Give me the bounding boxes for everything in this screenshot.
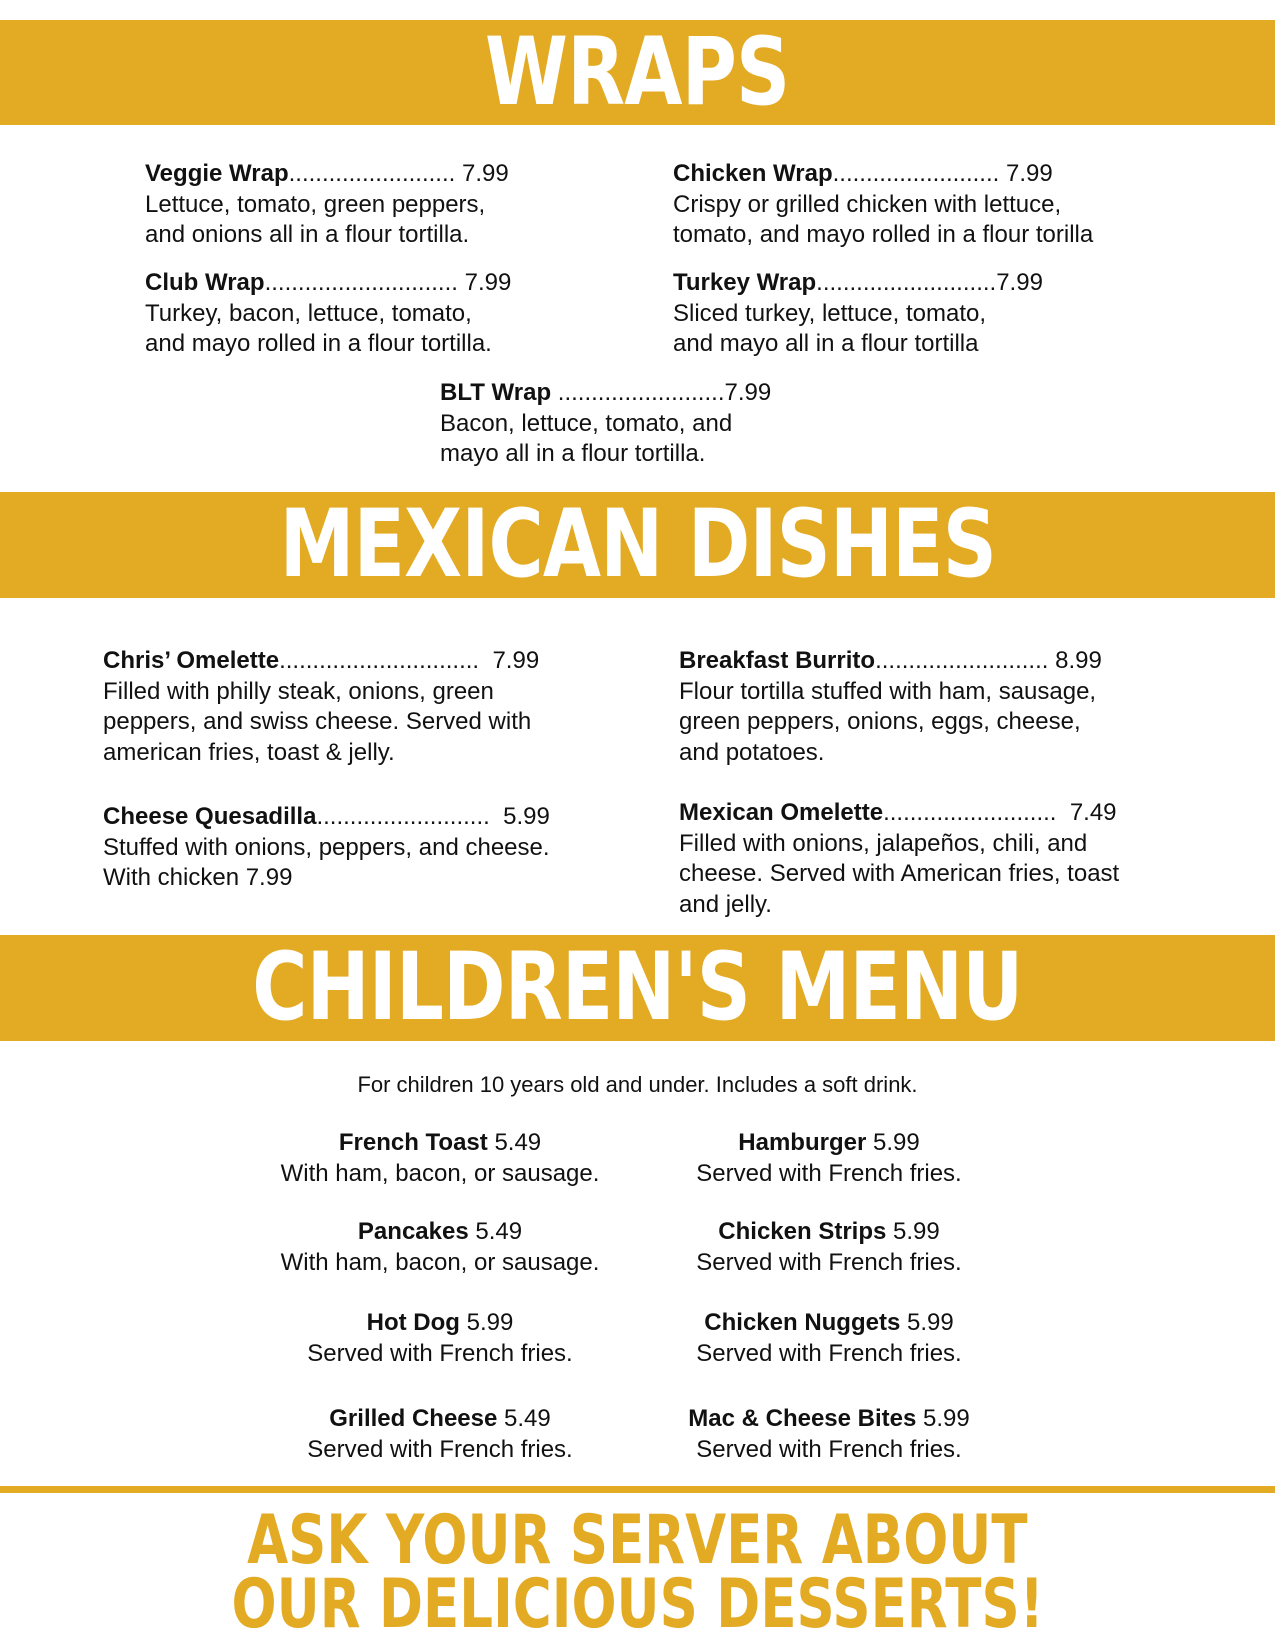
item-price: 5.99 — [906, 1309, 954, 1336]
item-name: Cheese Quesadilla — [103, 803, 317, 830]
menu-item-mexican-omelette — [679, 798, 1119, 920]
kids-item-chicken-nuggets — [629, 1308, 1029, 1369]
item-name: Mac & Cheese Bites — [688, 1405, 917, 1432]
item-description: mayo all in a flour tortilla. — [440, 440, 706, 467]
item-description: Stuffed with onions, peppers, and cheese. — [103, 833, 550, 861]
item-dots: ............................. — [264, 269, 458, 296]
dessert-text: OUR DELICIOUS DESSERTS! — [231, 1565, 1044, 1644]
item-description: and mayo all in a flour tortilla — [673, 330, 979, 357]
item-name: Chicken Nuggets — [704, 1309, 901, 1336]
kids-item-grilled-cheese — [240, 1404, 640, 1465]
item-description: With chicken 7.99 — [103, 864, 293, 891]
item-price: 5.49 — [494, 1129, 542, 1156]
item-description: Flour tortilla stuffed with ham, sausage, — [679, 677, 1097, 705]
item-price: 8.99 — [1055, 647, 1102, 674]
item-description: tomato, and mayo rolled in a flour torilla — [673, 221, 1094, 248]
item-description: green peppers, onions, eggs, cheese, — [679, 708, 1081, 735]
item-dots: .......................... — [316, 803, 490, 830]
kids-item-hamburger — [629, 1128, 1029, 1189]
item-price: 7.99 — [996, 269, 1043, 296]
item-price: 7.99 — [724, 379, 772, 406]
item-name: BLT Wrap — [440, 379, 552, 406]
kids-item-hot-dog — [240, 1308, 640, 1369]
item-price: 5.99 — [923, 1405, 970, 1432]
item-description: Served with French fries. — [696, 1339, 962, 1367]
dessert-line-2 — [0, 1565, 1275, 1644]
item-description: Turkey, bacon, lettuce, tomato, — [145, 299, 472, 327]
item-price: 7.99 — [1005, 160, 1053, 187]
item-description: Crispy or grilled chicken with lettuce, — [673, 190, 1062, 218]
item-price: 7.99 — [464, 269, 512, 296]
item-dots: .......................... — [875, 647, 1049, 674]
item-description: Filled with philly steak, onions, green — [103, 677, 494, 705]
item-description: Lettuce, tomato, green peppers, — [145, 190, 486, 218]
item-price: 5.99 — [503, 803, 550, 830]
item-description: Served with French fries. — [307, 1435, 573, 1463]
item-price: 7.99 — [492, 647, 540, 674]
kids-item-pancakes — [240, 1217, 640, 1278]
item-description: Served with French fries. — [696, 1248, 962, 1276]
kids-item-chicken-strips — [629, 1217, 1029, 1278]
menu-item-breakfast-burrito — [679, 646, 1102, 768]
item-price: 5.99 — [872, 1129, 920, 1156]
item-name: Pancakes — [357, 1218, 469, 1245]
mexican-heading: MEXICAN DISHES — [279, 490, 996, 599]
mexican-header-band — [0, 492, 1275, 598]
item-name: Mexican Omelette — [679, 799, 884, 826]
menu-item-veggie-wrap — [145, 159, 509, 251]
menu-item-cheese-quesadilla — [103, 802, 550, 894]
item-description: Served with French fries. — [696, 1159, 962, 1187]
item-price: 5.49 — [475, 1218, 523, 1245]
menu-item-turkey-wrap — [673, 268, 1043, 360]
item-price: 7.99 — [461, 160, 509, 187]
item-dots: .............................. — [279, 647, 480, 674]
item-description: Bacon, lettuce, tomato, and — [440, 409, 733, 437]
item-name: Hot Dog — [366, 1309, 460, 1336]
item-dots: ......................... — [557, 379, 725, 406]
item-name: Breakfast Burrito — [679, 647, 876, 674]
item-description: and onions all in a flour tortilla. — [145, 221, 470, 248]
item-name: Chris’ Omelette — [103, 647, 280, 674]
item-name: Chicken Strips — [718, 1218, 887, 1245]
item-description: Filled with onions, jalapeños, chili, and — [679, 829, 1088, 857]
item-description: and mayo rolled in a flour tortilla. — [145, 330, 492, 357]
item-description: cheese. Served with American fries, toast — [679, 860, 1120, 887]
item-description: and jelly. — [679, 890, 772, 918]
item-price: 7.49 — [1069, 799, 1117, 826]
item-price: 5.99 — [893, 1218, 940, 1245]
kids-item-mac-cheese-bites — [629, 1404, 1029, 1465]
menu-item-club-wrap — [145, 268, 511, 360]
wraps-heading: WRAPS — [485, 17, 790, 127]
item-description: and potatoes. — [679, 738, 825, 766]
item-description: peppers, and swiss cheese. Served with — [103, 708, 532, 735]
children-menu-note: For children 10 years old and under. Includes a soft drink. — [357, 1072, 918, 1097]
item-description: american fries, toast & jelly. — [103, 738, 395, 766]
kids-item-french-toast — [240, 1128, 640, 1189]
children-header-band — [0, 935, 1275, 1041]
menu-item-chris-omelette — [103, 646, 539, 768]
item-dots: ......................... — [288, 160, 456, 187]
item-description: Sliced turkey, lettuce, tomato, — [673, 299, 987, 327]
wraps-header-band — [0, 17, 1275, 127]
menu-item-blt-wrap — [440, 378, 771, 470]
item-price: 5.99 — [466, 1309, 514, 1336]
item-dots: .......................... — [883, 799, 1057, 826]
item-price: 5.49 — [504, 1405, 551, 1432]
item-name: Chicken Wrap — [673, 160, 833, 187]
item-name: Veggie Wrap — [145, 160, 289, 187]
menu-item-chicken-wrap — [673, 159, 1093, 251]
item-name: French Toast — [338, 1129, 488, 1156]
item-description: Served with French fries. — [307, 1339, 573, 1367]
item-name: Hamburger — [738, 1129, 867, 1156]
item-description: Served with French fries. — [696, 1435, 962, 1463]
footer-divider — [0, 1486, 1275, 1493]
children-heading: CHILDREN'S MENU — [252, 933, 1023, 1042]
item-name: Club Wrap — [145, 269, 265, 296]
item-description: With ham, bacon, or sausage. — [280, 1159, 600, 1187]
item-description: With ham, bacon, or sausage. — [280, 1248, 600, 1276]
item-name: Turkey Wrap — [673, 269, 817, 296]
dessert-text: ASK YOUR SERVER ABOUT — [247, 1501, 1028, 1580]
item-dots: ........................... — [816, 269, 997, 296]
item-name: Grilled Cheese — [329, 1405, 498, 1432]
item-dots: ......................... — [832, 160, 1000, 187]
